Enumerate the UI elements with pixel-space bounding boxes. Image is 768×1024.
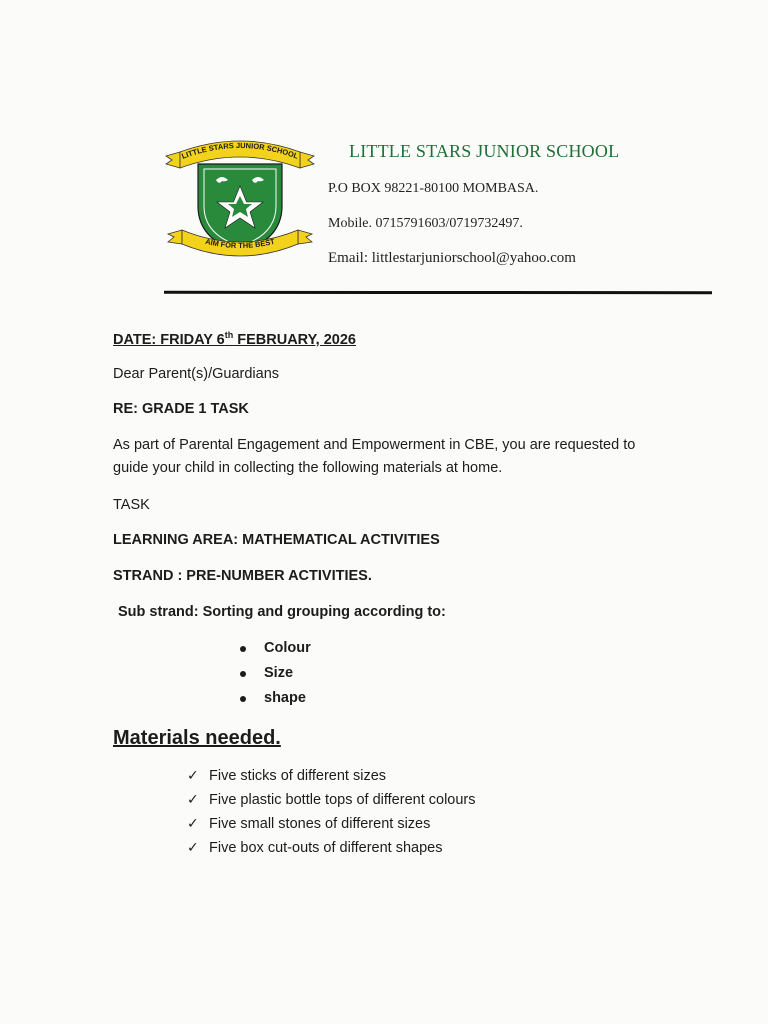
list-item bbox=[240, 640, 311, 665]
check-mark-icon: ✓ bbox=[187, 767, 199, 783]
sub-strand: Sub strand: Sorting and grouping according to: bbox=[118, 604, 446, 620]
material-label: Five box cut-outs of different shapes bbox=[209, 840, 443, 856]
check-mark-icon: ✓ bbox=[187, 791, 199, 807]
email-address: Email: littlestarjuniorschool@yahoo.com bbox=[328, 250, 576, 266]
check-mark-icon: ✓ bbox=[187, 839, 199, 855]
paragraph-line-2: guide your child in collecting the following materials at home. bbox=[113, 460, 503, 476]
list-item bbox=[240, 690, 311, 715]
bullet-dot-icon bbox=[240, 671, 246, 677]
date-prefix: DATE: FRIDAY 6 bbox=[113, 331, 225, 348]
bullet-dot-icon bbox=[240, 696, 246, 702]
material-label: Five small stones of different sizes bbox=[209, 816, 431, 832]
list-item bbox=[187, 792, 476, 816]
materials-heading: Materials needed. bbox=[113, 727, 281, 749]
logo-top-text: LITTLE STARS JUNIOR SCHOOL bbox=[180, 140, 300, 161]
letterhead-divider bbox=[164, 291, 712, 294]
date-ordinal: th bbox=[224, 330, 234, 340]
materials-list bbox=[187, 768, 476, 864]
bullet-dot-icon bbox=[240, 646, 246, 652]
list-item bbox=[187, 768, 476, 792]
strand: STRAND : PRE-NUMBER ACTIVITIES. bbox=[113, 568, 372, 584]
school-crest-icon bbox=[160, 136, 320, 262]
logo-bottom-text: AIM FOR THE BEST bbox=[204, 236, 276, 251]
material-label: Five plastic bottle tops of different colours bbox=[209, 792, 476, 808]
list-item bbox=[187, 816, 476, 840]
check-mark-icon: ✓ bbox=[187, 815, 199, 831]
greeting: Dear Parent(s)/Guardians bbox=[113, 366, 280, 382]
mobile-numbers: Mobile. 0715791603/0719732497. bbox=[328, 216, 523, 231]
school-name: LITTLE STARS JUNIOR SCHOOL bbox=[349, 141, 620, 161]
date-rest: FEBRUARY, 2026 bbox=[233, 331, 356, 348]
po-box: P.O BOX 98221-80100 MOMBASA. bbox=[328, 181, 539, 196]
letter-date bbox=[113, 330, 356, 348]
criterion-label: shape bbox=[264, 690, 306, 706]
task-label: TASK bbox=[113, 497, 150, 513]
criterion-label: Colour bbox=[264, 640, 311, 656]
list-item bbox=[240, 665, 311, 690]
sorting-criteria-list bbox=[240, 640, 311, 715]
paragraph-line-1: As part of Parental Engagement and Empowerment in CBE, you are requested to bbox=[113, 437, 636, 453]
criterion-label: Size bbox=[264, 665, 294, 681]
material-label: Five sticks of different sizes bbox=[209, 768, 387, 784]
subject-line: RE: GRADE 1 TASK bbox=[113, 401, 249, 417]
learning-area: LEARNING AREA: MATHEMATICAL ACTIVITIES bbox=[113, 532, 440, 548]
list-item bbox=[187, 840, 476, 864]
